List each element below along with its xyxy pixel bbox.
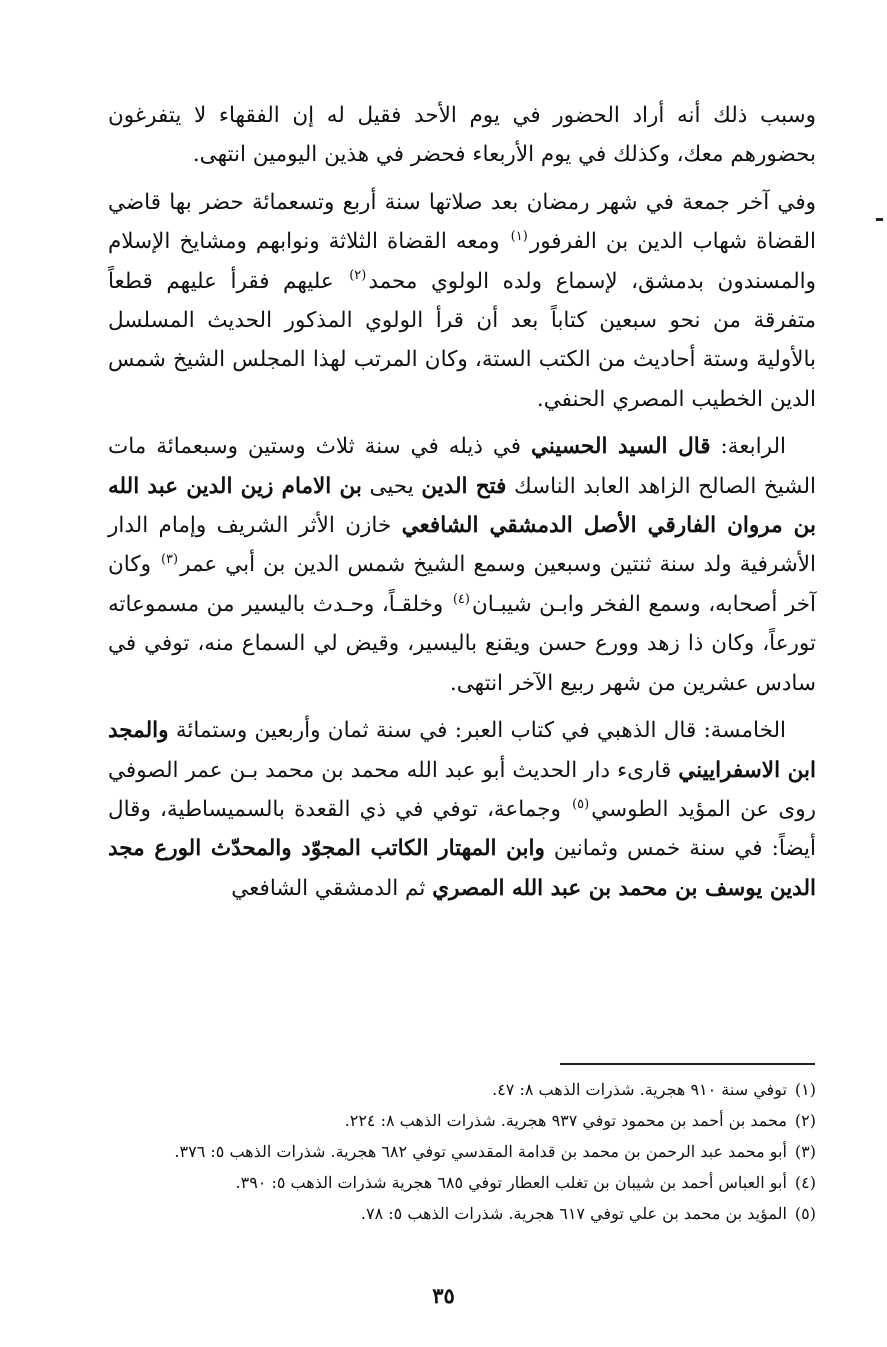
bold-name: بن الامام زين الدين عبد الله بن مروان الفارقي الأصل الدمشقي الشافعي [108, 473, 816, 539]
footnote-divider [560, 1063, 815, 1065]
text-run: وخلقـاً، وحـدث باليسير من مسموعاته تورعاً، وكان ذا زهد وورع حسن ويقنع باليسير، وقيض لي السماع منه، توفي في سادس عشرين من شهر ربيع الآخر انتهى. [108, 591, 816, 696]
paragraph-1 [108, 96, 816, 175]
text-run: ومعه القضاة الثلاثة ونوابهم ومشايخ الإسلام والمسندون بدمشق، لإسماع ولده الولوي محمد [108, 229, 816, 294]
footnote-number: (٤) [794, 1173, 816, 1192]
footnote-reference: (٣) [160, 552, 179, 568]
footnote-text: المؤيد بن محمد بن علي توفي ٦١٧ هجرية. شذرات الذهب ٥: ٧٨. [360, 1204, 787, 1223]
footnote-reference: (٥) [572, 796, 590, 812]
text-run: الخامسة: قال الذهبي في كتاب العبر: في سنة ثمان وأربعين وستمائة [168, 718, 786, 744]
bold-name: وابن المهتار الكاتب المجوّد والمحدّث الورع مجد الدين يوسف بن محمد بن عبد الله المصري [108, 836, 816, 901]
footnote-reference: (٢) [349, 268, 367, 284]
footnote-reference: (٤) [452, 591, 470, 607]
text-run: الرابعة: [710, 434, 786, 460]
bold-name: قال السيد الحسيني [530, 434, 711, 460]
footnote-text: توفي سنة ٩١٠ هجرية. شذرات الذهب ٨: ٤٧. [492, 1080, 787, 1099]
text-run: ثم الدمشقي الشافعي [231, 875, 433, 901]
footnote-text: محمد بن أحمد بن محمود توفي ٩٣٧ هجرية. شذرات الذهب ٨: ٢٢٤. [344, 1111, 787, 1130]
footnote-number: (٣) [794, 1142, 816, 1161]
bold-name: والمجد ابن الاسفراييني [108, 718, 816, 783]
text-run: وفي آخر جمعة في شهر رمضان بعد صلاتها سنة أربع وتسعمائة حضر بها قاضي القضاة شهاب الدين بن الفرفور [108, 189, 817, 255]
page-number: ٣٥ [432, 1283, 455, 1308]
footnote-3 [120, 1136, 816, 1167]
text-run: وجماعة، توفي في ذي القعدة بالسميساطية، وقال أيضاً: في سنة خمس وثمانين [108, 796, 816, 862]
footnote-number: (١) [794, 1080, 816, 1099]
footnote-number: (٢) [794, 1111, 816, 1130]
bold-name: فتح الدين [421, 473, 507, 499]
paragraph-2 [108, 183, 816, 419]
text-run: يحيى [361, 473, 422, 499]
footnote-1 [120, 1074, 816, 1105]
footnotes [120, 1074, 816, 1229]
text-run: عليهم فقرأ عليهم قطعاً متفرقة من نحو سبعين كتاباً بعد أن قرأ الولوي المذكور الحديث المسلسل بالأولية وستة أحاديث من الكتب الستة، وكان المرتب لهذا المجلس الشيخ شمس الدين الخطيب المصري الحنفي. [108, 268, 816, 412]
main-text [108, 96, 816, 916]
text-run: وكان آخر أصحابه، وسمع الفخر وابـن شيبـان [108, 552, 817, 617]
footnote-4 [120, 1167, 816, 1198]
text-run: في ذيله في سنة ثلاث وستين وسبعمائة مات الشيخ الصالح الزاهد العابد الناسك [108, 434, 816, 499]
footnote-reference: (١) [510, 229, 528, 245]
text-run: وسبب ذلك أنه أراد الحضور في يوم الأحد فقيل له إن الفقهاء لا يتفرغون بحضورهم معك، وكذلك في يوم الأربعاء فحضر في هذين اليومين انتهى. [108, 103, 816, 168]
paragraph-4 [108, 711, 816, 908]
footnote-text: أبو العباس أحمد بن شيبان بن تغلب العطار توفي ٦٨٥ هجرية شذرات الذهب ٥: ٣٩٠. [235, 1173, 787, 1192]
footnote-number: (٥) [794, 1204, 816, 1223]
text-run: خازن الأثر الشريف وإمام الدار الأشرفية ولد سنة ثنتين وسبعين وسمع الشيخ شمس الدين بن أبي عمر [108, 513, 816, 578]
paragraph-3 [108, 427, 816, 703]
footnote-text: أبو محمد عبد الرحمن بن محمد بن قدامة المقدسي توفي ٦٨٢ هجرية. شذرات الذهب ٥: ٣٧٦. [174, 1142, 787, 1161]
footnote-2 [120, 1105, 816, 1136]
margin-tick-mark [876, 218, 883, 221]
text-run: قارىء دار الحديث أبو عبد الله محمد بن محمد بـن عمر الصوفي روى عن المؤيد الطوسي [108, 757, 817, 822]
footnote-5 [120, 1198, 816, 1229]
